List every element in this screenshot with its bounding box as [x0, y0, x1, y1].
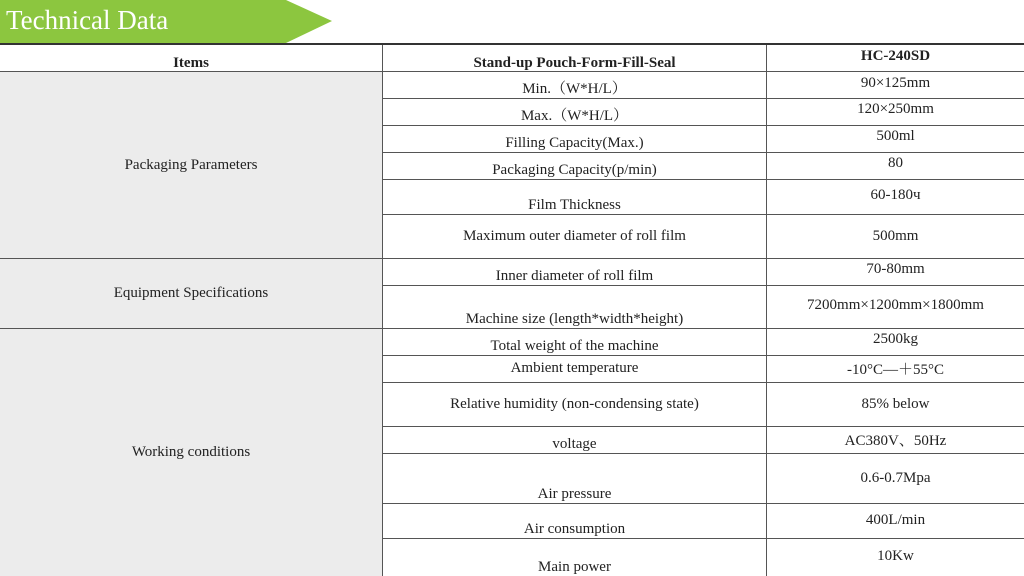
spec-value: 500mm: [872, 227, 919, 244]
row-divider: [382, 179, 1024, 180]
group-label: Working conditions: [131, 443, 251, 460]
spec-item: Film Thickness: [528, 197, 621, 213]
row-divider: [382, 382, 1024, 383]
row-divider: [0, 328, 1024, 329]
spec-value: -10°C—＋55°C: [846, 362, 944, 378]
row-divider: [382, 152, 1024, 153]
spec-item: Maximum outer diameter of roll film: [463, 227, 686, 244]
spec-item: Air pressure: [537, 486, 612, 502]
technical-data-table: [0, 43, 1024, 574]
spec-item: Max.（W*H/L）: [520, 108, 629, 124]
spec-item: voltage: [552, 436, 597, 452]
spec-item: Total weight of the machine: [490, 338, 659, 354]
spec-item: Filling Capacity(Max.): [505, 135, 644, 151]
row-divider: [382, 503, 1024, 504]
row-divider: [382, 453, 1024, 454]
spec-value: 80: [888, 155, 903, 171]
spec-value: 2500kg: [873, 331, 918, 347]
spec-value: 90×125mm: [860, 75, 931, 91]
spec-item: Air consumption: [523, 521, 626, 537]
row-divider: [382, 285, 1024, 286]
spec-value: 0.6-0.7Mpa: [860, 469, 931, 486]
group-label: Packaging Parameters: [124, 156, 258, 173]
row-divider: [382, 426, 1024, 427]
row-divider: [382, 125, 1024, 126]
row-divider: [382, 538, 1024, 539]
spec-item: Ambient temperature: [510, 360, 639, 376]
spec-value: 7200mm×1200mm×1800mm: [807, 297, 984, 313]
row-divider: [382, 355, 1024, 356]
spec-item: Machine size (length*width*height): [465, 311, 684, 327]
spec-item: Packaging Capacity(p/min): [492, 162, 657, 178]
row-divider: [382, 98, 1024, 99]
spec-value: 400L/min: [865, 512, 926, 528]
spec-item: Inner diameter of roll film: [495, 268, 654, 284]
spec-value: 500ml: [876, 128, 915, 144]
spec-item: Relative humidity (non-condensing state): [450, 395, 699, 412]
spec-value: 85% below: [861, 395, 930, 412]
page-title: Technical Data: [6, 5, 169, 35]
header-items: Items: [173, 55, 209, 71]
row-divider: [382, 214, 1024, 215]
row-divider: [0, 258, 1024, 259]
spec-value: 60-180ч: [870, 187, 921, 203]
spec-value: 70-80mm: [866, 261, 925, 277]
header-model: HC-240SD: [860, 48, 931, 64]
row-divider: [0, 71, 1024, 72]
group-label: Equipment Specifications: [113, 284, 269, 301]
spec-value: AC380V、50Hz: [844, 433, 947, 449]
spec-value: 120×250mm: [857, 101, 934, 117]
header-machine-type: Stand-up Pouch-Form-Fill-Seal: [473, 55, 676, 71]
spec-item: Min.（W*H/L）: [522, 81, 627, 97]
spec-item: Main power: [538, 559, 611, 575]
spec-value: 10Kw: [877, 548, 914, 564]
